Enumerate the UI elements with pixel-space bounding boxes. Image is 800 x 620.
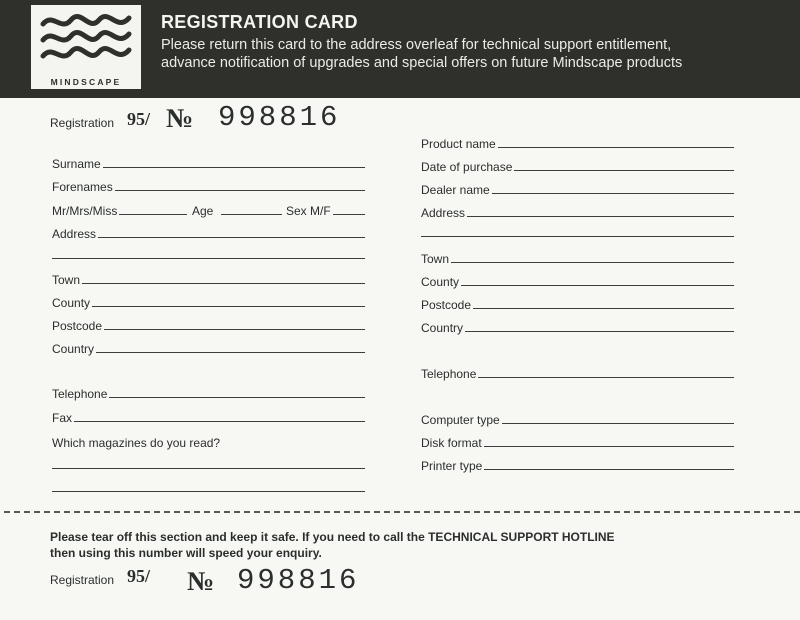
fax-line [74, 421, 365, 422]
stub-registration-prefix: 95/ [127, 566, 151, 586]
sex-line [333, 214, 365, 215]
printer-type-line [484, 469, 734, 470]
surname-field[interactable] [52, 153, 365, 171]
sex-field[interactable] [286, 200, 365, 218]
dealer-address-label: Address [421, 206, 466, 220]
telephone-field[interactable] [52, 383, 365, 401]
tear-off-line [4, 511, 800, 513]
dealer-country-line [465, 331, 734, 332]
date-of-purchase-field[interactable] [421, 156, 734, 174]
title-line [119, 214, 187, 215]
forenames-label: Forenames [52, 180, 113, 194]
magazines-question: Which magazines do you read? [52, 436, 221, 450]
forenames-line [115, 190, 365, 191]
dealer-name-label: Dealer name [421, 183, 490, 197]
dealer-country-label: Country [421, 321, 464, 335]
dealer-town-field[interactable] [421, 248, 734, 266]
dealer-county-line [461, 285, 734, 286]
dealer-telephone-label: Telephone [421, 367, 477, 381]
dealer-address-field[interactable] [421, 202, 734, 220]
address-line-2[interactable] [52, 258, 365, 259]
product-name-label: Product name [421, 137, 496, 151]
printer-type-field[interactable] [421, 455, 734, 473]
postcode-line [104, 329, 365, 330]
country-field[interactable] [52, 338, 365, 356]
town-label: Town [52, 273, 81, 287]
telephone-line [109, 397, 365, 398]
country-label: Country [52, 342, 95, 356]
disk-format-line [484, 446, 734, 447]
magazines-line-1[interactable] [52, 468, 365, 469]
registration-prefix: 95/ [127, 109, 151, 129]
tear-off-note-line-1: Please tear off this section and keep it safe. If you need to call the TECHNICAL SUPPORT HOTLINE [50, 530, 615, 544]
disk-format-label: Disk format [421, 436, 482, 450]
header-banner [0, 0, 800, 98]
country-line [96, 352, 365, 353]
dealer-postcode-label: Postcode [421, 298, 472, 312]
dealer-postcode-line [473, 308, 734, 309]
title-label: Mr/Mrs/Miss [52, 204, 118, 218]
surname-label: Surname [52, 157, 101, 171]
town-line [82, 283, 365, 284]
printer-type-label: Printer type [421, 459, 483, 473]
computer-type-label: Computer type [421, 413, 500, 427]
number-sign: № [166, 103, 194, 133]
dealer-telephone-field[interactable] [421, 363, 734, 381]
county-line [92, 306, 365, 307]
registration-number: 998816 [218, 101, 341, 134]
telephone-label: Telephone [52, 387, 108, 401]
dealer-county-field[interactable] [421, 271, 734, 289]
disk-format-field[interactable] [421, 432, 734, 450]
registration-label: Registration [50, 116, 115, 130]
dealer-country-field[interactable] [421, 317, 734, 335]
forenames-field[interactable] [52, 176, 365, 194]
dealer-county-label: County [421, 275, 460, 289]
date-of-purchase-line [514, 170, 734, 171]
card-title: REGISTRATION CARD [161, 12, 358, 32]
magazines-line-2[interactable] [52, 491, 365, 492]
date-of-purchase-label: Date of purchase [421, 160, 513, 174]
county-label: County [52, 296, 91, 310]
product-name-field[interactable] [421, 133, 734, 151]
dealer-name-field[interactable] [421, 179, 734, 197]
fax-field[interactable] [52, 407, 365, 425]
wave-logo-icon [39, 10, 133, 72]
town-field[interactable] [52, 269, 365, 287]
product-name-line [498, 147, 734, 148]
mindscape-logo [31, 5, 141, 89]
county-field[interactable] [52, 292, 365, 310]
age-line [221, 214, 282, 215]
dealer-address-line-2[interactable] [421, 236, 734, 237]
address-line [98, 237, 365, 238]
computer-type-line [502, 423, 734, 424]
stub-registration-label: Registration [50, 573, 115, 587]
stub-number-sign: № [187, 566, 215, 596]
dealer-name-line [492, 193, 734, 194]
dealer-address-line [467, 216, 734, 217]
subtitle-line-2: advance notification of upgrades and special offers on future Mindscape products [161, 55, 683, 71]
address-field[interactable] [52, 223, 365, 241]
age-field[interactable] [192, 200, 282, 218]
postcode-field[interactable] [52, 315, 365, 333]
dealer-town-label: Town [421, 252, 450, 266]
postcode-label: Postcode [52, 319, 103, 333]
dealer-postcode-field[interactable] [421, 294, 734, 312]
age-label: Age [192, 204, 214, 218]
surname-line [103, 167, 365, 168]
stub-registration-number: 998816 [237, 564, 360, 597]
tear-off-note-line-2: then using this number will speed your enquiry. [50, 546, 322, 560]
address-label: Address [52, 227, 97, 241]
computer-type-field[interactable] [421, 409, 734, 427]
fax-label: Fax [52, 411, 73, 425]
logo-wordmark: MINDSCAPE [50, 77, 122, 87]
title-field[interactable] [52, 200, 187, 218]
dealer-telephone-line [478, 377, 734, 378]
subtitle-line-1: Please return this card to the address overleaf for technical support entitlement, [161, 37, 672, 53]
dealer-town-line [451, 262, 734, 263]
sex-label: Sex M/F [286, 204, 331, 218]
